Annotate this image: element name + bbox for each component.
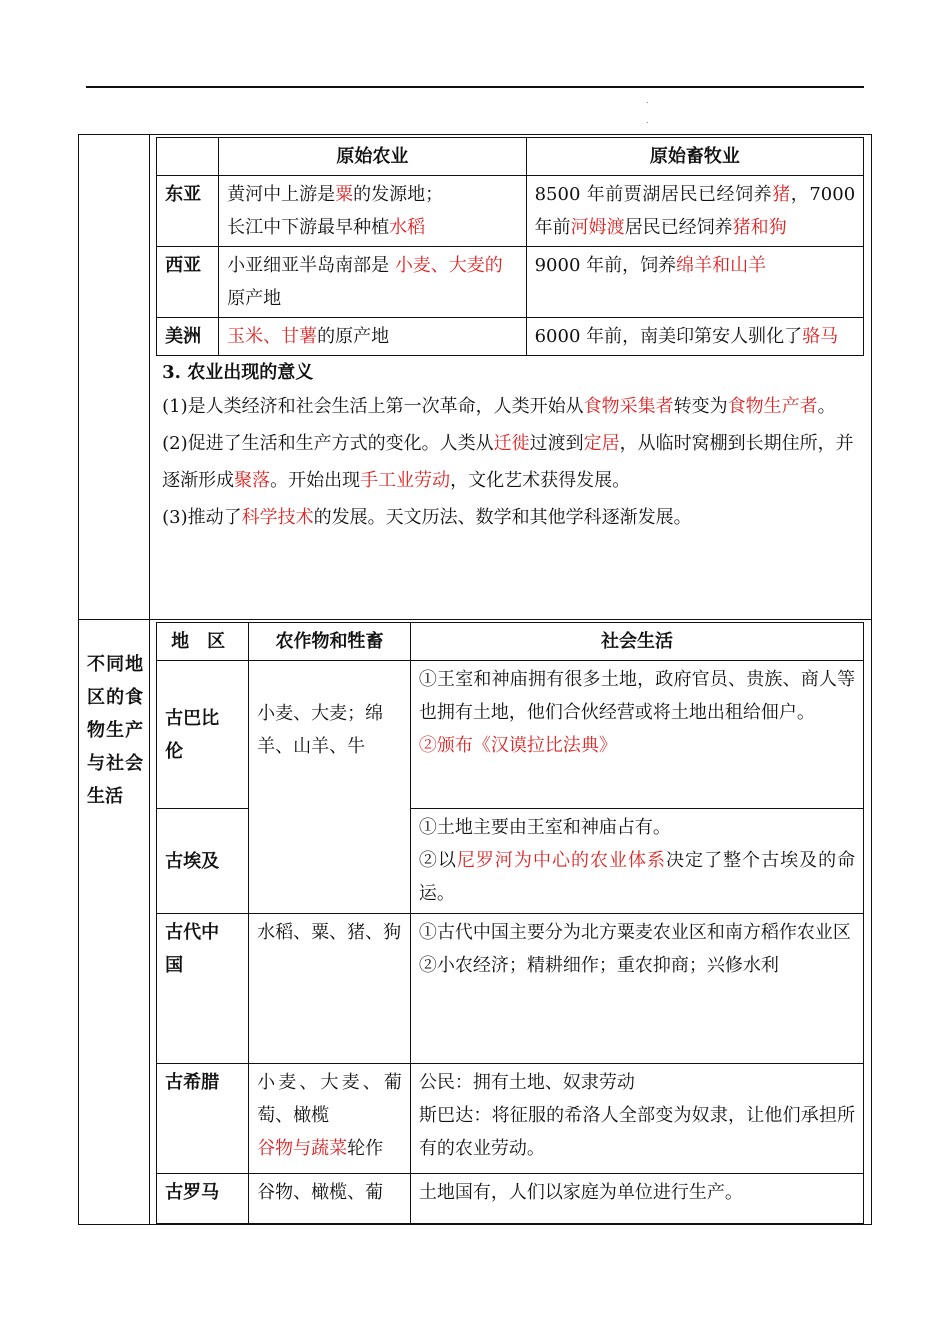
table-row [157,661,864,809]
life-china: ①古代中国主要分为北方粟麦农业区和南方稻作农业区 ②小农经济；精耕细作；重农抑商；兴修水利 [410,914,863,1064]
table-row [157,1174,864,1224]
section2-cell [150,620,872,1225]
agri-east-asia: 黄河中上游是粟的发源地； 长江中下游最早种植水稻 [219,176,527,247]
crops-babylon: 小麦、大麦；绵羊、山羊、牛 [249,661,411,914]
region-west-asia: 西亚 [157,247,219,318]
life-babylon: ①王室和神庙拥有很多土地，政府官员、贵族、商人等也拥有土地，他们合伙经营或将土地出租给佃户。 ②颁布《汉谟拉比法典》 [410,661,863,809]
section1-cell [150,135,872,620]
animal-east-asia: 8500 年前贾湖居民已经饲养猪，7000 年前河姆渡居民已经饲养猪和狗 [526,176,864,247]
region-americas: 美洲 [157,318,219,356]
decorative-dot: . [646,116,649,125]
life-rome: 土地国有，人们以家庭为单位进行生产。 [410,1174,863,1224]
life-greece: 公民：拥有土地、奴隶劳动 斯巴达：将征服的希洛人全部变为奴隶，让他们承担所有的农业劳动。 [410,1064,863,1174]
table-agriculture-origins [156,137,864,356]
header-empty [157,138,219,176]
region-greece: 古希腊 [157,1064,249,1174]
agri-west-asia: 小亚细亚半岛南部是 小麦、大麦的原产地 [219,247,527,318]
animal-west-asia: 9000 年前，饲养绵羊和山羊 [526,247,864,318]
table-regional-life [156,622,864,1224]
section2-side-label: 不同地区的食物生产与社会生活 [79,620,150,1225]
region-east-asia: 东亚 [157,176,219,247]
region-rome: 古罗马 [157,1174,249,1224]
decorative-dot: . [646,96,649,105]
header-region: 地 区 [157,623,249,661]
header-crops-livestock: 农作物和牲畜 [249,623,411,661]
table-row [157,176,864,247]
life-egypt: ①土地主要由王室和神庙占有。 ②以尼罗河为中心的农业体系决定了整个古埃及的命运。 [410,809,863,914]
region-egypt: 古埃及 [157,809,249,914]
crops-rome: 谷物、橄榄、葡 [249,1174,411,1224]
outer-side-empty [79,135,150,620]
table-row [157,914,864,1064]
header-primitive-husbandry: 原始畜牧业 [526,138,864,176]
header-rule [86,86,864,88]
significance-point-2: (2)促进了生活和生产方式的变化。人类从迁徙过渡到定居，从临时窝棚到长期住所，并逐渐形成聚落。开始出现手工业劳动，文化艺术获得发展。 [162,433,854,491]
significance-point-1: (1)是人类经济和社会生活上第一次革命，人类开始从食物采集者转变为食物生产者。 [162,396,836,417]
header-social-life: 社会生活 [410,623,863,661]
region-babylon: 古巴比伦 [157,661,249,809]
crops-china: 水稻、粟、猪、狗 [249,914,411,1064]
animal-americas: 6000 年前，南美印第安人驯化了骆马 [526,318,864,356]
table-row [157,247,864,318]
agri-americas: 玉米、甘薯的原产地 [219,318,527,356]
crops-greece: 小麦、大麦、葡萄、橄榄 谷物与蔬菜轮作 [249,1064,411,1174]
significance-title: 3. 农业出现的意义 [162,362,314,383]
region-china: 古代中国 [157,914,249,1064]
significance-point-3: (3)推动了科学技术的发展。天文历法、数学和其他学科逐渐发展。 [162,507,692,528]
table-row [157,1064,864,1174]
table-row [157,318,864,356]
header-primitive-agriculture: 原始农业 [219,138,527,176]
outer-table [78,134,872,1225]
